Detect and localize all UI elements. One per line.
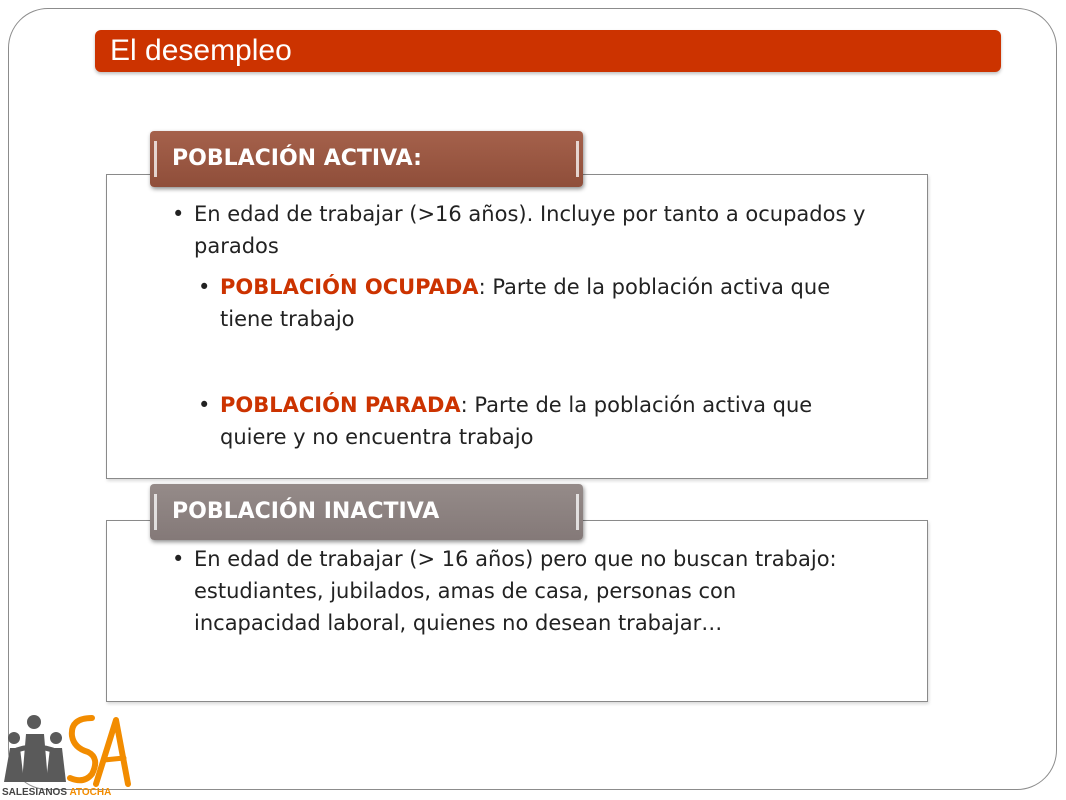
inactive-population-tag (150, 484, 583, 540)
bullet-dot: • (198, 393, 211, 417)
bullet-dot: • (172, 547, 185, 571)
unemployed-bullet (198, 389, 838, 453)
bullet-dot: • (198, 275, 211, 299)
unemployed-text: : Parte de la población activa que quiere y no encuentra trabajo (220, 393, 813, 449)
active-population-tag (150, 131, 583, 187)
employed-bullet (198, 271, 838, 335)
unemployed-term: POBLACIÓN PARADA (220, 393, 461, 417)
active-bullet-text: En edad de trabajar (>16 años). Incluye por tanto a ocupados y parados (194, 202, 866, 258)
active-population-heading: POBLACIÓN ACTIVA: (172, 146, 422, 171)
employed-term: POBLACIÓN OCUPADA (220, 275, 479, 299)
employed-text: : Parte de la población activa que tiene trabajo (220, 275, 831, 331)
slide-title: El desempleo (110, 34, 292, 67)
inactive-bullet-text: En edad de trabajar (> 16 años) pero que no buscan trabajo: estudiantes, jubilados, amas de casa, personas con incapacidad laboral, quienes no desean trabajar… (194, 547, 837, 635)
title-bar (95, 30, 1001, 72)
logo-word-atocha: ATOCHA (69, 787, 112, 798)
active-bullet (172, 198, 872, 262)
logo-figures-icon (0, 712, 140, 788)
inactive-population-heading: POBLACIÓN INACTIVA (172, 499, 440, 524)
logo-wordmark (2, 787, 111, 799)
bullet-dot: • (172, 202, 185, 226)
logo-word-salesianos: SALESIANOS (2, 787, 68, 798)
salesianos-atocha-logo (0, 712, 140, 800)
inactive-bullet (172, 543, 862, 639)
